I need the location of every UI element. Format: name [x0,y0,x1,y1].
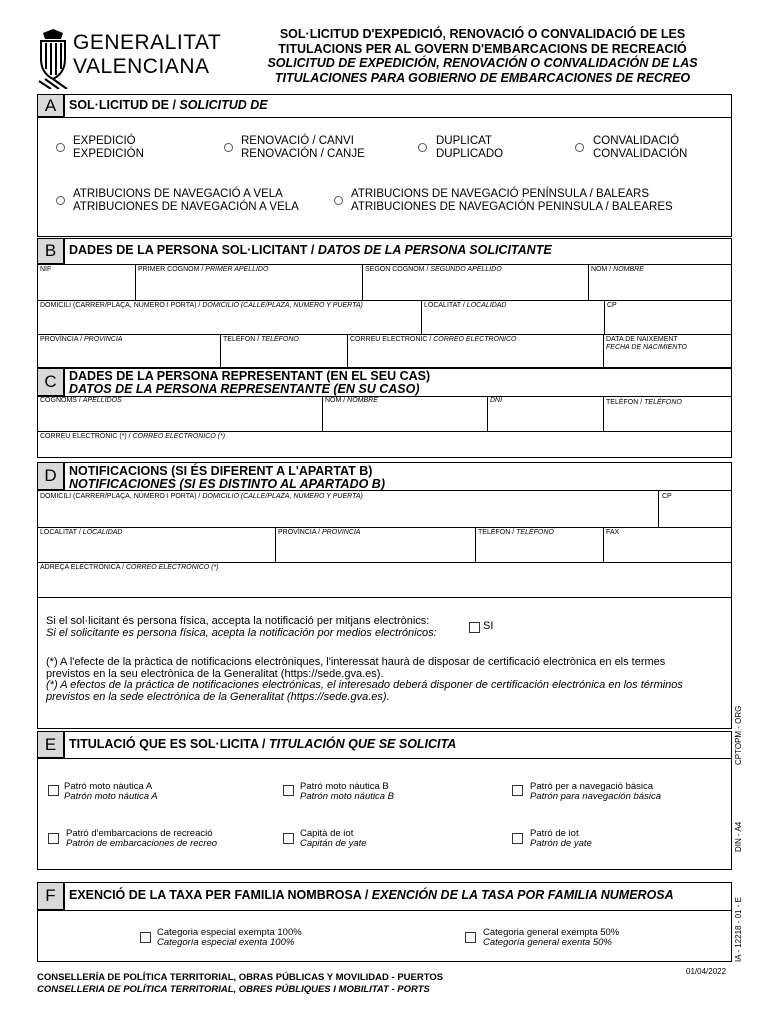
accept-si-checkbox[interactable] [469,622,480,633]
option-moto-a: Patró moto nàutica A Patrón moto náutica A [64,781,158,802]
radio-convalidacio[interactable] [575,143,584,152]
option-moto-b: Patró moto nàutica B Patrón moto náutica B [300,781,394,802]
field-c-correu[interactable]: CORREU ELECTRÒNIC (*) / CORREO ELECTRÓNICO (*) [40,433,226,440]
section-f-title: EXENCIÓ DE LA TAXA PER FAMILIA NOMBROSA / EXENCIÓN DE LA TASA POR FAMILIA NUMEROSA [69,888,674,902]
field-cp[interactable]: CP [607,302,617,309]
option-convalidacio: CONVALIDACIÓ CONVALIDACIÓN [593,135,688,160]
radio-peninsula[interactable] [334,196,343,205]
checkbox-navegacio-basica[interactable] [512,785,523,796]
logo-line1: GENERALITAT [73,31,222,54]
radio-duplicat[interactable] [418,143,427,152]
checkbox-moto-b[interactable] [283,785,294,796]
footer-date: 01/04/2022 [686,967,727,976]
option-peninsula: ATRIBUCIONS DE NAVEGACIÓ PENÍNSULA / BALEARS ATRIBUCIONES DE NAVEGACIÓN PENINSULA / BALEARES [351,188,673,213]
field-localitat[interactable]: LOCALITAT / LOCALIDAD [424,302,507,309]
radio-renovacio[interactable] [224,143,233,152]
field-segon-cognom[interactable]: SEGON COGNOM / SEGUNDO APELLIDO [365,266,502,273]
checkbox-especial[interactable] [140,932,151,943]
field-d-localitat[interactable]: LOCALITAT / LOCALIDAD [40,529,123,536]
field-c-dni[interactable]: DNI [490,397,503,404]
section-a-letter: A [37,94,65,117]
footer-text: CONSELLERÍA DE POLÍTICA TERRITORIAL, OBRAS PÚBLICAS Y MOVILIDAD - PUERTOS CONSELLERIA DE POLÍTICA TERRITORIAL, OBRES PÚBLIQUES I MOBILITAT - PORTS [37,972,444,995]
checkbox-capita-iot[interactable] [283,833,294,844]
section-e-title: TITULACIÓ QUE ES SOL·LICITA / TITULACIÓN QUE SE SOLICITA [69,737,457,751]
field-d-domicili[interactable]: DOMICILI (CARRER/PLAÇA, NÚMERO I PORTA) / DOMICILIO (CALLE/PLAZA, NÚMERO Y PUERTA) [40,493,363,500]
section-a-frame [37,94,732,237]
side-code-din: DIN - A4 [734,821,743,852]
field-primer-cognom[interactable]: PRIMER COGNOM / PRIMER APELLIDO [138,266,269,273]
option-patro-iot: Patró de iot Patrón de yate [530,828,592,849]
accept-si-label: SI [483,620,494,632]
side-code-ia: IA - 12218 - 01 - E [734,897,743,962]
option-duplicat: DUPLICAT DUPLICADO [436,135,504,160]
option-navegacio-basica: Patró per a navegació bàsica Patrón para navegación básica [530,781,661,802]
field-telefon[interactable]: TELÈFON / TELÉFONO [223,336,299,343]
option-general: Categoria general exempta 50% Categoría general exenta 50% [483,927,620,948]
field-c-cognoms[interactable]: COGNOMS / APELLIDOS [40,397,122,404]
field-nif[interactable]: NIF [40,266,52,273]
section-e-letter: E [37,731,65,758]
field-d-telefon[interactable]: TELÈFON / TELÉFONO [478,529,554,536]
field-d-cp[interactable]: CP [662,493,672,500]
field-d-provincia[interactable]: PROVÍNCIA / PROVINCIA [278,529,361,536]
section-f-letter: F [37,882,65,910]
section-d-title: NOTIFICACIONS (SI ÉS DIFERENT A L'APARTAT B) NOTIFICACIONES (SI ES DISTINTO AL APARTADO B) [69,464,385,491]
section-b-letter: B [37,238,65,264]
generalitat-logo [37,25,220,91]
radio-expedicio[interactable] [56,143,65,152]
section-c-letter: C [37,368,65,396]
field-nom[interactable]: NOM / NOMBRE [591,266,644,273]
coat-of-arms-icon [37,29,69,89]
option-per: Patró d'embarcacions de recreació Patrón de embarcaciones de recreo [66,828,218,849]
option-vela: ATRIBUCIONS DE NAVEGACIÓ A VELA ATRIBUCIONES DE NAVEGACIÓN A VELA [73,188,299,213]
checkbox-per[interactable] [48,833,59,844]
title-ca-line1: SOL·LICITUD D'EXPEDICIÓ, RENOVACIÓ O CONVALIDACIÓ DE LES [279,27,686,41]
checkbox-general[interactable] [465,932,476,943]
option-renovacio: RENOVACIÓ / CANVI RENOVACIÓN / CANJE [241,135,365,160]
checkbox-patro-iot[interactable] [512,833,523,844]
electronic-note: (*) A l'efecte de la pràctica de notificacions electròniques, l'interessat haurà de disposar de certificació electrònica en els termes previstos en la seu electrònica de la Generalitat (https://sede.gva.es). (*) A efectos de la práctica de notificaciones electrónicas, el interesado deberá disponer de certificación electrónica en los términos previstos en la sede electrónica de la Generalitat (https://sede.gva.es). [46,656,683,703]
title-ca-line2: TITULACIONS PER AL GOVERN D'EMBARCACIONS DE RECREACIÓ [278,41,687,56]
title-es-line1: SOLICITUD DE EXPEDICIÓN, RENOVACIÓN O CONVALIDACIÓN DE LAS [267,56,698,70]
side-code-org: CPTOPM - ORG [734,705,743,765]
field-d-fax[interactable]: FAX [606,529,620,536]
section-c-title: DADES DE LA PERSONA REPRESENTANT (EN EL SEU CAS) DATOS DE LA PERSONA REPRESENTANTE (EN SU CASO) [69,369,431,396]
option-capita-iot: Capità de iot Capitán de yate [300,828,367,849]
field-c-nom[interactable]: NOM / NOMBRE [325,397,378,404]
field-c-telefon[interactable]: TELÈFON / TELÉFONO [606,399,682,406]
logo-line2: VALENCIANA [73,55,210,78]
option-especial: Categoria especial exempta 100% Categoría especial exenta 100% [157,927,302,948]
option-expedicio: EXPEDICIÓ EXPEDICIÓN [73,135,144,160]
field-d-adreca[interactable]: ADREÇA ELECTRÒNICA / CORREO ELECTRÓNICO (*) [40,564,219,571]
form-title [230,27,735,85]
section-b-title: DADES DE LA PERSONA SOL·LICITANT / DATOS DE LA PERSONA SOLICITANTE [69,243,552,257]
field-domicili[interactable]: DOMICILI (CARRER/PLAÇA, NÚMERO I PORTA) / DOMICILIO (CALLE/PLAZA, NÚMERO Y PUERTA) [40,302,363,309]
section-a-title: SOL·LICITUD DE / SOLICITUD DE [69,98,268,112]
accept-electronic-text: Si el sol·licitant és persona física, accepta la notificació per mitjans electrònics: Si el solicitante es persona física, acepta la notificación por medios electrónicos: [46,615,437,639]
section-d-letter: D [37,462,65,490]
field-data-naixement[interactable]: DATA DE NAIXEMENT FECHA DE NACIMIENTO [606,336,687,351]
field-provincia[interactable]: PROVÍNCIA / PROVINCIA [40,336,123,343]
radio-vela[interactable] [56,196,65,205]
field-correu[interactable]: CORREU ELECTRÒNIC / CORREO ELECTRÓNICO [350,336,517,343]
checkbox-moto-a[interactable] [48,785,59,796]
title-es-line2: TITULACIONES PARA GOBIERNO DE EMBARCACIONES DE RECREO [274,70,691,85]
